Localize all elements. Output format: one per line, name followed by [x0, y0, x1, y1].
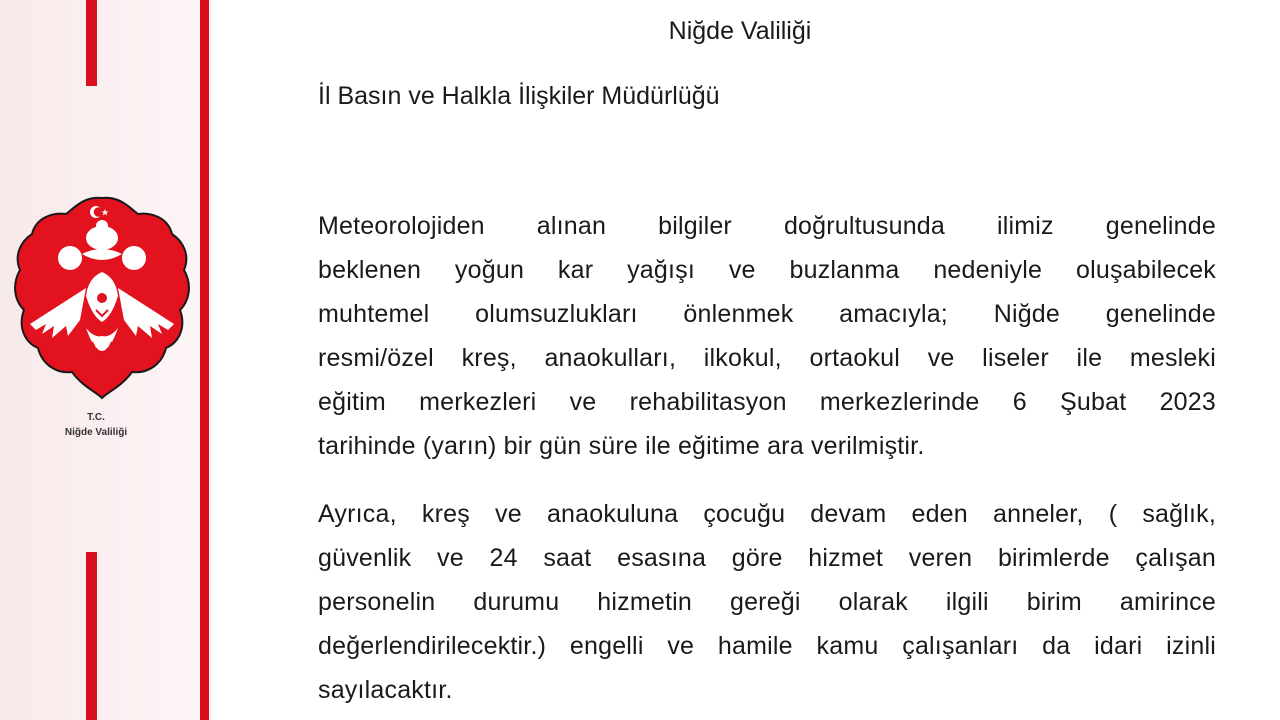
- paragraph-line: sayılacaktır.: [318, 676, 453, 704]
- paragraph-line: güvenlik ve 24 saat esasına göre hizmet veren birimlerde çalışan: [318, 544, 1216, 572]
- paragraph-line: beklenen yoğun kar yağışı ve buzlanma nedeniyle oluşabilecek: [318, 256, 1216, 284]
- paragraph-line: Meteorolojiden alınan bilgiler doğrultusunda ilimiz genelinde: [318, 212, 1216, 240]
- letterhead-red-rule: [200, 0, 209, 720]
- announcement-paragraph-2: [318, 492, 1216, 712]
- paragraph-line: personelin durumu hizmetin gereği olarak ilgili birim amirince: [318, 588, 1216, 616]
- emblem-caption-name: Niğde Valiliği: [64, 427, 128, 438]
- paragraph-line: tarihinde (yarın) bir gün süre ile eğitime ara verilmiştir.: [318, 432, 925, 460]
- document-title: Niğde Valiliği: [668, 17, 812, 45]
- paragraph-line: eğitim merkezleri ve rehabilitasyon merkezlerinde 6 Şubat 2023: [318, 388, 1216, 416]
- paragraph-line: Ayrıca, kreş ve anaokuluna çocuğu devam eden anneler, ( sağlık,: [318, 500, 1216, 528]
- sidebar-red-bar-top: [86, 0, 97, 86]
- paragraph-line: resmi/özel kreş, anaokulları, ilkokul, ortaokul ve liseler ile mesleki: [318, 344, 1216, 372]
- paragraph-line: değerlendirilecektir.) engelli ve hamile kamu çalışanları da idari izinli: [318, 632, 1216, 660]
- sidebar-red-bar-bottom: [86, 552, 97, 720]
- paragraph-line: muhtemel olumsuzlukları önlenmek amacıyla; Niğde genelinde: [318, 300, 1216, 328]
- department-name: İl Basın ve Halkla İlişkiler Müdürlüğü: [318, 82, 720, 110]
- emblem-caption-tc: T.C.: [87, 412, 105, 423]
- nigde-governorship-emblem-icon: [12, 192, 192, 406]
- announcement-paragraph-1: [318, 204, 1216, 468]
